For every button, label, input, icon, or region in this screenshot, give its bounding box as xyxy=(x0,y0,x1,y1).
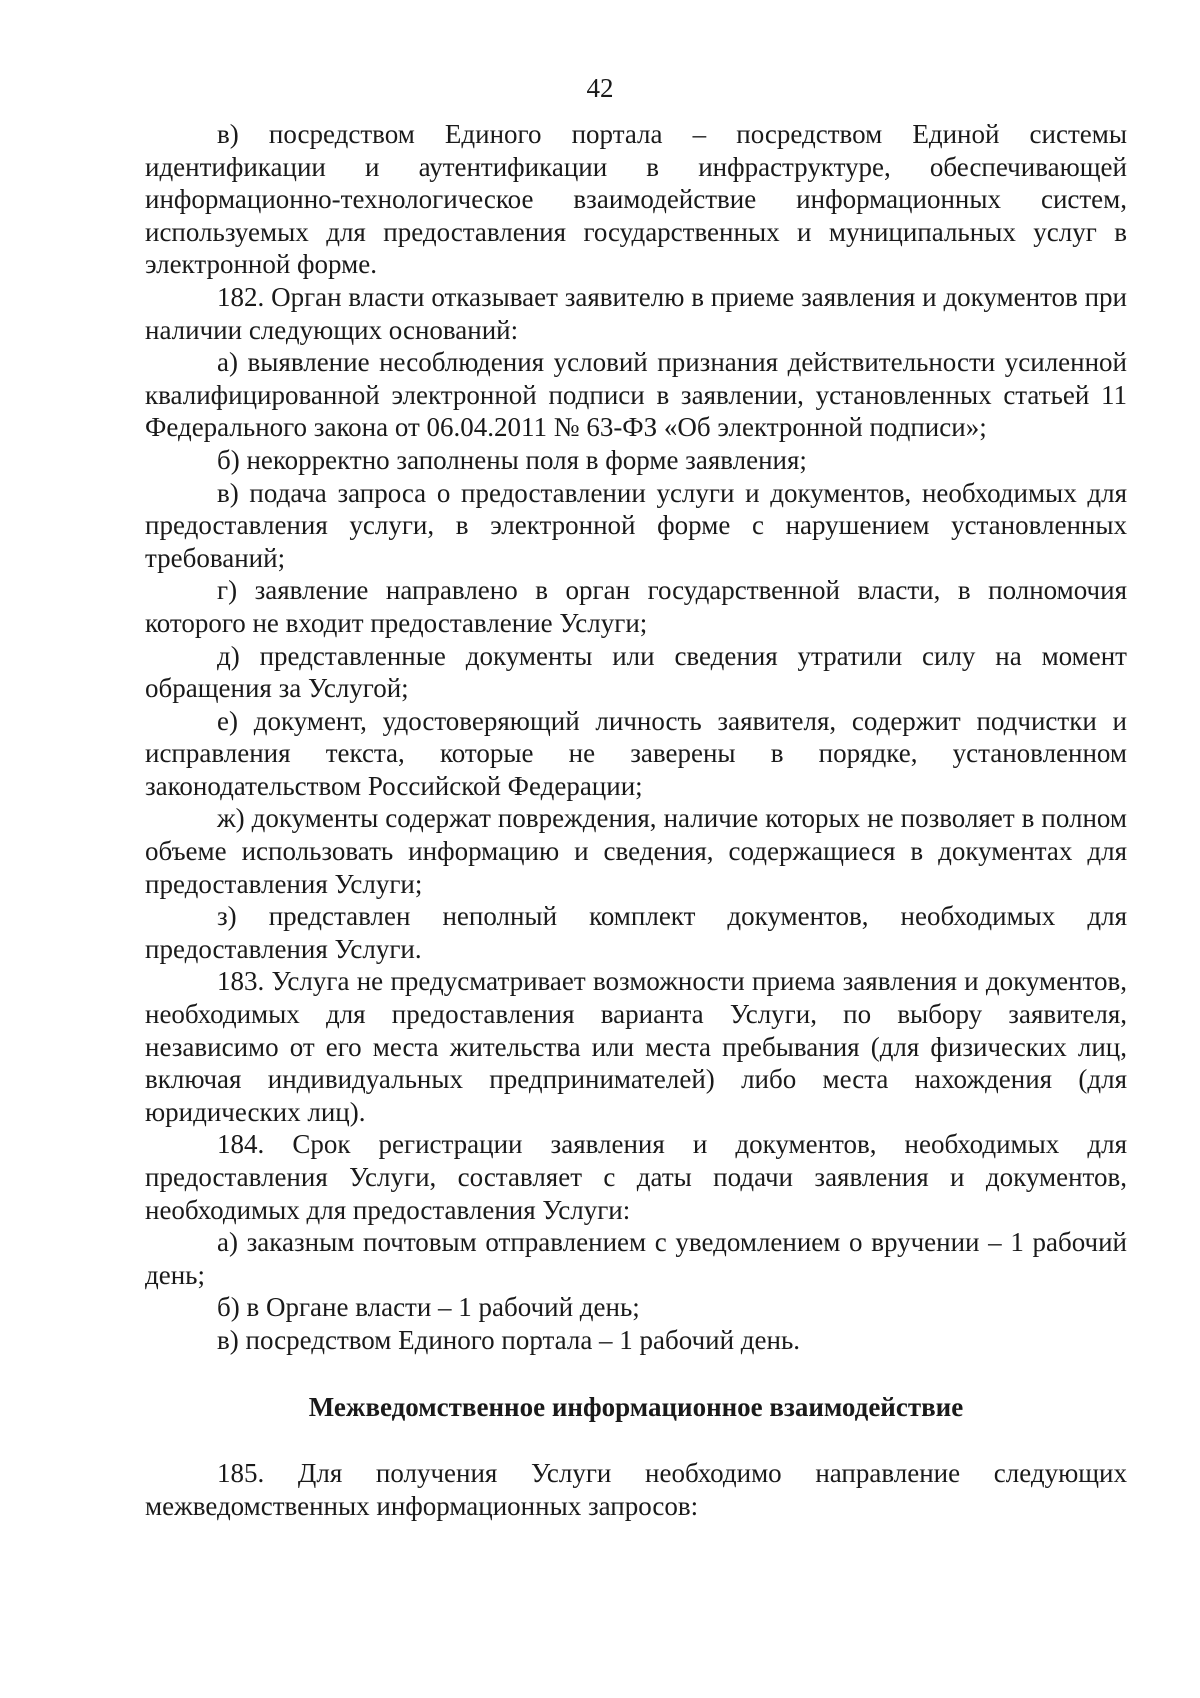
document-body xyxy=(145,118,1127,1522)
paragraph-182-g: г) заявление направлено в орган государственной власти, в полномочия которого не входит предоставление Услуги; xyxy=(145,575,1127,638)
paragraph-184-v: в) посредством Единого портала – 1 рабочий день. xyxy=(217,1324,801,1355)
paragraph-184: 184. Срок регистрации заявления и документов, необходимых для предоставления Услуги, составляет с даты подачи заявления и документов, необходимых для предоставления Услуги: xyxy=(145,1129,1127,1225)
paragraph-182: 182. Орган власти отказывает заявителю в приеме заявления и документов при наличии следующих оснований: xyxy=(145,281,1127,345)
paragraph-184-b: б) в Органе власти – 1 рабочий день; xyxy=(217,1292,640,1323)
paragraph-182-v: в) подача запроса о предоставлении услуги и документов, необходимых для предоставления услуги, в электронной форме с нарушением установленных требований; xyxy=(145,477,1127,573)
paragraph-182-zh: ж) документы содержат повреждения, наличие которых не позволяет в полном объеме использовать информацию и сведения, содержащиеся в документах для предоставления Услуги; xyxy=(145,803,1127,899)
paragraph-182-z: з) представлен неполный комплект документов, необходимых для предоставления Услуги. xyxy=(145,901,1127,964)
paragraph-182-e: е) документ, удостоверяющий личность заявителя, содержит подчистки и исправления текста, которые не заверены в порядке, установленном законодательством Российской Федерации; xyxy=(145,705,1127,801)
paragraph-183: 183. Услуга не предусматривает возможности приема заявления и документов, необходимых для предоставления варианта Услуги, по выбору заявителя, независимо от его места жительства или места пребывания (для физических лиц, включая индивидуальных предпринимателей) либо места нахождения (для юридических лиц). xyxy=(145,966,1127,1127)
section-heading: Межведомственное информационное взаимодействие xyxy=(308,1391,964,1422)
paragraph-182-d: д) представленные документы или сведения утратили силу на момент обращения за Услугой; xyxy=(145,640,1127,704)
paragraph-182-a: а) выявление несоблюдения условий признания действительности усиленной квалифицированной электронной подписи в заявлении, установленных статьей 11 Федерального закона от 06.04.2011 № 63-ФЗ «Об электронной подписи»; xyxy=(145,347,1127,443)
paragraph-185: 185. Для получения Услуги необходимо направление следующих межведомственных информационных запросов: xyxy=(145,1458,1127,1521)
paragraph-182-b: б) некорректно заполнены поля в форме заявления; xyxy=(217,444,807,475)
page-number: 42 xyxy=(586,73,614,103)
paragraph-v-single-portal: в) посредством Единого портала – посредством Единой системы идентификации и аутентификации в инфраструктуре, обеспечивающей информационно-технологическое взаимодействие информационных систем, используемых для предоставления государственных и муниципальных услуг в электронной форме. xyxy=(145,119,1127,280)
paragraph-184-a: а) заказным почтовым отправлением с уведомлением о вручении – 1 рабочий день; xyxy=(145,1227,1127,1290)
